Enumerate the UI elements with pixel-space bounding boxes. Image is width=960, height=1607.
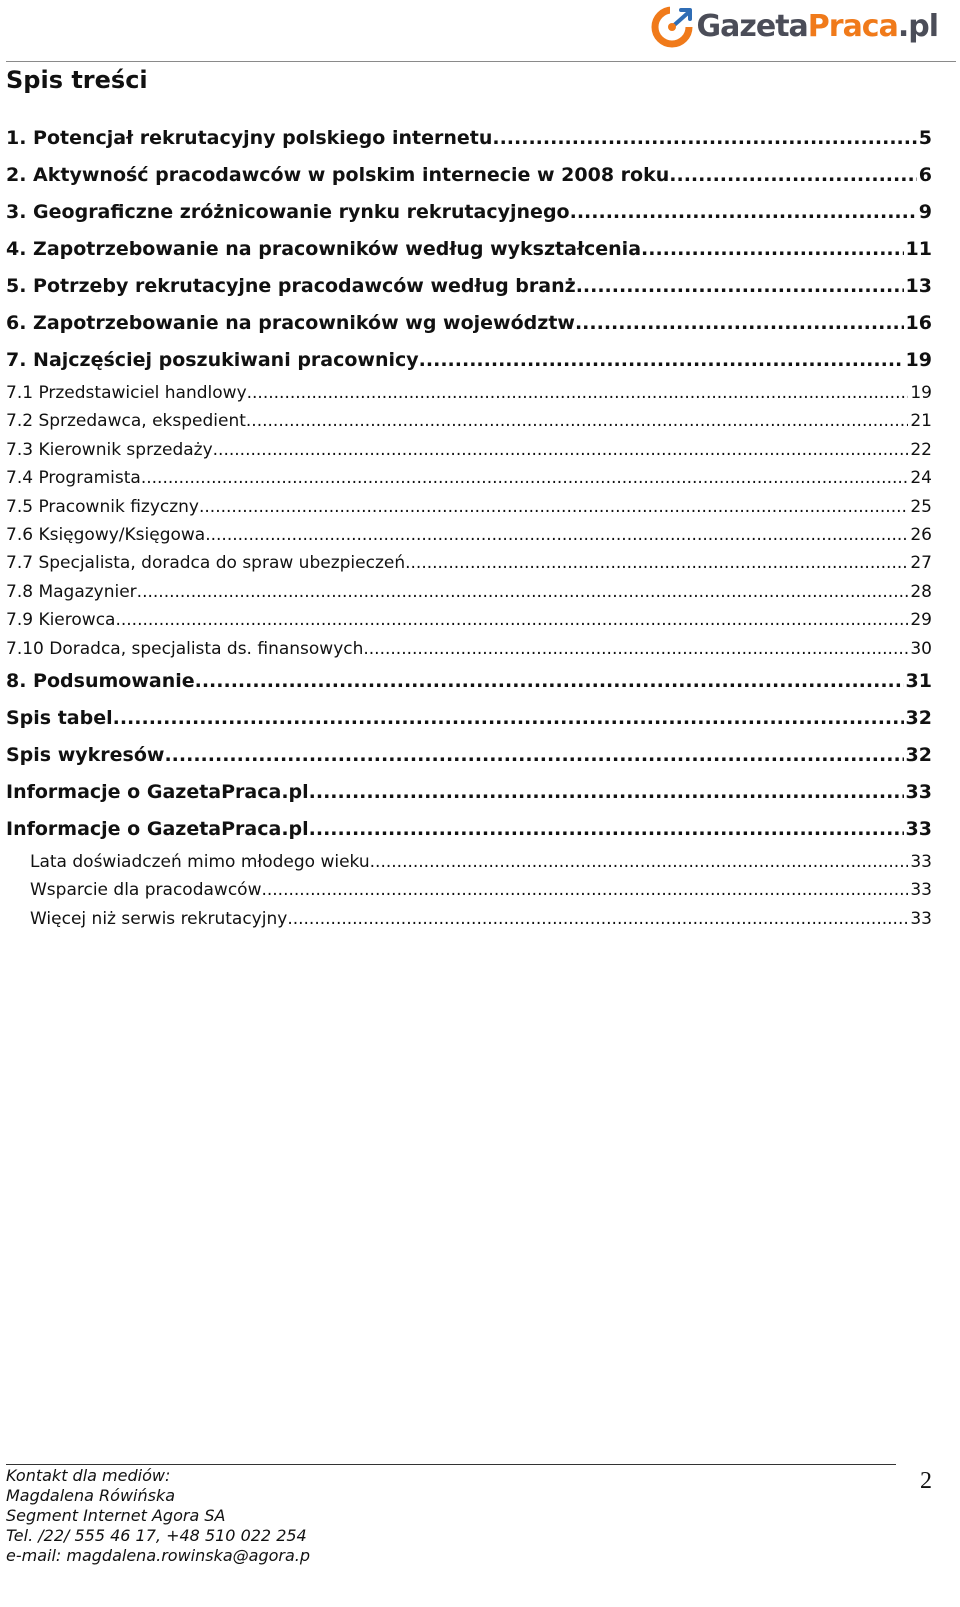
toc-dot-leader (669, 157, 917, 194)
toc-entry[interactable] (6, 464, 932, 492)
media-contact (6, 1466, 310, 1566)
toc-entry[interactable] (6, 578, 932, 606)
toc-entry-label: 4. Zapotrzebowanie na pracowników według wykształcenia (6, 238, 642, 260)
toc-entry-page: 29 (910, 610, 932, 631)
toc-entry-page: 19 (905, 349, 932, 371)
toc-entry[interactable] (6, 811, 932, 848)
toc-entry[interactable] (6, 305, 932, 342)
toc-entry-page: 25 (910, 496, 932, 517)
toc-entry-label: 7.9 Kierowca (6, 610, 116, 631)
toc-entry-label: Spis wykresów (6, 743, 165, 766)
toc-entry-label: 7.3 Kierownik sprzedaży (6, 439, 213, 460)
toc-entry-label: Więcej niż serwis rekrutacyjny (30, 908, 288, 929)
toc-dot-leader (570, 194, 917, 231)
toc-entry-label: 7.8 Magazynier (6, 581, 137, 602)
toc-entry-label: 5. Potrzeby rekrutacyjne pracodawców według branż (6, 275, 576, 297)
toc-entry[interactable] (6, 905, 932, 933)
toc-dot-leader (164, 737, 903, 774)
toc-entry-page: 13 (905, 275, 932, 297)
toc-dot-leader (575, 305, 904, 342)
toc-dot-leader (199, 493, 908, 521)
toc-dot-leader (213, 436, 909, 464)
toc-entry[interactable] (6, 774, 932, 811)
toc-entry-label: 3. Geograficzne zróżnicowanie rynku rekrutacyjnego (6, 201, 570, 223)
toc-entry-page: 26 (910, 524, 932, 545)
page-number: 2 (920, 1468, 932, 1494)
toc-entry[interactable] (6, 231, 932, 268)
toc-dot-leader (137, 578, 909, 606)
toc-entry-page: 33 (910, 908, 932, 929)
contact-phone: Tel. /22/ 555 46 17, +48 510 022 254 (6, 1526, 307, 1545)
toc-entry-page: 21 (910, 411, 932, 432)
toc-entry-label: 7.7 Specjalista, doradca do spraw ubezpieczeń (6, 553, 406, 574)
toc-entry-page: 19 (910, 383, 932, 403)
toc-entry[interactable] (6, 436, 932, 464)
toc-entry[interactable] (6, 379, 932, 407)
toc-entry[interactable] (6, 194, 932, 231)
toc-dot-leader (641, 231, 904, 268)
toc-dot-leader (195, 663, 904, 700)
toc-entry[interactable] (6, 635, 932, 663)
toc-dot-leader (419, 342, 904, 379)
toc-entry-page: 33 (905, 780, 932, 803)
toc-entry-page: 5 (918, 127, 932, 149)
footer-divider (6, 1464, 896, 1465)
contact-email: e-mail: magdalena.rowinska@agora.p (6, 1546, 311, 1565)
toc-entry-page: 33 (910, 851, 932, 872)
toc-entry-page: 24 (910, 468, 932, 489)
toc-entry-page: 11 (905, 238, 932, 260)
header-divider (6, 61, 956, 62)
toc-dot-leader (115, 606, 908, 634)
toc-entry-page: 30 (910, 638, 932, 659)
toc-entry-page: 22 (910, 439, 932, 460)
logo-mark-icon (651, 6, 693, 48)
toc-entry[interactable] (6, 521, 932, 549)
toc-dot-leader (205, 521, 908, 549)
toc-entry-label: 7.5 Pracownik fizyczny (6, 496, 199, 517)
toc-entry-page: 27 (910, 553, 932, 574)
toc-entry[interactable] (6, 700, 932, 737)
toc-entry-label: Informacje o GazetaPraca.pl (6, 780, 309, 803)
toc-dot-leader (113, 700, 904, 737)
toc-dot-leader (141, 464, 909, 492)
toc-entry-page: 31 (905, 669, 932, 692)
toc-dot-leader (261, 876, 908, 904)
toc-entry[interactable] (6, 876, 932, 904)
toc-entry-label: 7.10 Doradca, specjalista ds. finansowych (6, 638, 364, 659)
toc-entry-label: Spis tabel (6, 706, 113, 729)
toc-entry-label: 1. Potencjał rekrutacyjny polskiego internetu (6, 127, 493, 149)
toc-entry-label: Lata doświadczeń mimo młodego wieku (30, 851, 370, 872)
toc-dot-leader (247, 379, 909, 407)
toc-entry-label: Informacje o GazetaPraca.pl (6, 817, 309, 840)
toc-entry[interactable] (6, 342, 932, 379)
toc-entry[interactable] (6, 663, 932, 700)
toc-entry[interactable] (6, 407, 932, 435)
contact-heading: Kontakt dla mediów: (6, 1466, 171, 1485)
toc-entry-page: 32 (905, 706, 932, 729)
toc-entry-page: 9 (918, 201, 932, 223)
toc-entry[interactable] (6, 493, 932, 521)
toc-title: Spis treści (6, 66, 148, 94)
toc-entry-page: 6 (918, 164, 932, 186)
toc-dot-leader (405, 549, 908, 577)
toc-entry-label: 7. Najczęściej poszukiwani pracownicy (6, 349, 419, 371)
toc-entry[interactable] (6, 848, 932, 876)
toc-entry-label: 7.2 Sprzedawca, ekspedient (6, 411, 246, 432)
toc-dot-leader (246, 407, 908, 435)
toc-entry-label: 2. Aktywność pracodawców w polskim internecie w 2008 roku (6, 164, 670, 186)
toc-entry-page: 28 (910, 581, 932, 602)
toc-entry[interactable] (6, 157, 932, 194)
toc-dot-leader (370, 848, 909, 876)
toc-entry[interactable] (6, 268, 932, 305)
toc-entry-label: 7.6 Księgowy/Księgowa (6, 524, 206, 545)
page-header (0, 0, 960, 64)
logo-wordmark: GazetaPraca.pl (696, 9, 938, 44)
toc-entry-label: 7.4 Programista (6, 468, 141, 489)
gazetapraca-logo (651, 4, 938, 50)
toc-entry[interactable] (6, 120, 932, 157)
toc-entry[interactable] (6, 737, 932, 774)
toc-entry-label: Wsparcie dla pracodawców (30, 880, 262, 901)
contact-name: Magdalena Rówińska (6, 1486, 176, 1505)
toc-entry[interactable] (6, 549, 932, 577)
toc-entry[interactable] (6, 606, 932, 634)
toc-dot-leader (363, 635, 908, 663)
table-of-contents (6, 120, 932, 933)
toc-entry-label: 7.1 Przedstawiciel handlowy (6, 383, 247, 403)
toc-dot-leader (492, 120, 916, 157)
toc-dot-leader (576, 268, 904, 305)
toc-entry-page: 16 (905, 312, 932, 334)
toc-entry-label: 8. Podsumowanie (6, 669, 195, 692)
toc-entry-label: 6. Zapotrzebowanie na pracowników wg województw (6, 312, 575, 334)
toc-entry-page: 33 (905, 817, 932, 840)
toc-entry-page: 33 (910, 880, 932, 901)
toc-dot-leader (287, 905, 908, 933)
toc-dot-leader (309, 774, 904, 811)
toc-entry-page: 32 (905, 743, 932, 766)
contact-company: Segment Internet Agora SA (6, 1506, 226, 1525)
toc-dot-leader (309, 811, 904, 848)
